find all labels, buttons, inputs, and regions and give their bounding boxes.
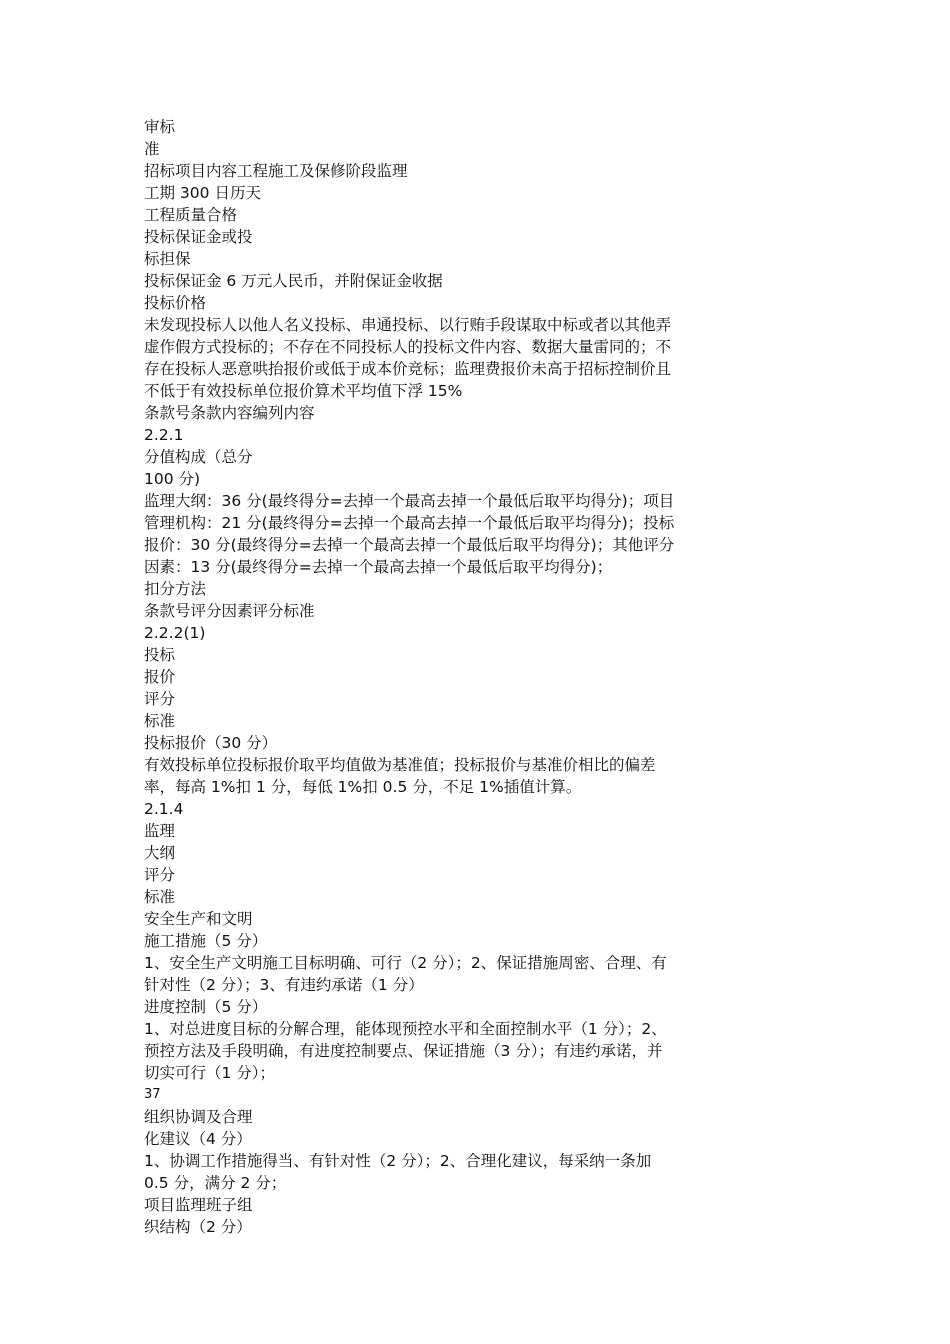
text-line: 扣分方法 [144,580,207,598]
text-line: 2.2.2(1) [144,624,206,642]
text-line: 投标报价（30 分） [144,734,278,752]
text-line: 分值构成（总分 [144,448,253,466]
text-line: 条款号条款内容编列内容 [144,404,315,422]
text-line: 未发现投标人以他人名义投标、串通投标、以行贿手段谋取中标或者以其他弄 [144,316,672,334]
text-line: 施工措施（5 分） [144,932,268,950]
text-line: 工程质量合格 [144,206,238,224]
text-line: 准 [144,140,160,158]
text-line: 审标 [144,118,176,136]
document-body [144,116,724,1238]
text-line: 预控方法及手段明确，有进度控制要点、保证措施（3 分）；有违约承诺，并 [144,1042,663,1060]
text-line: 报价：30 分(最终得分=去掉一个最高去掉一个最低后取平均得分)；其他评分 [144,536,675,554]
page-number: 37 [144,1087,161,1102]
text-line: 因素：13 分(最终得分=去掉一个最高去掉一个最低后取平均得分)； [144,558,613,576]
text-line: 标担保 [144,250,191,268]
text-line: 投标价格 [144,294,207,312]
text-line: 2.1.4 [144,800,184,818]
text-line: 1、安全生产文明施工目标明确、可行（2 分）；2、保证措施周密、合理、有 [144,954,667,972]
text-line: 监理大纲：36 分(最终得分=去掉一个最高去掉一个最低后取平均得分)；项目 [144,492,675,510]
text-line: 条款号评分因素评分标准 [144,602,315,620]
text-line: 标准 [144,712,176,730]
text-line: 化建议（4 分） [144,1130,252,1148]
text-line: 标准 [144,888,176,906]
text-line: 2.2.1 [144,426,184,444]
text-line: 1、对总进度目标的分解合理，能体现预控水平和全面控制水平（1 分）；2、 [144,1020,667,1038]
text-line: 组织协调及合理 [144,1108,253,1126]
text-line: 报价 [144,668,176,686]
text-line: 投标 [144,646,176,664]
text-line: 有效投标单位投标报价取平均值做为基准值；投标报价与基准价相比的偏差 [144,756,656,774]
text-line: 率，每高 1%扣 1 分，每低 1%扣 0.5 分，不足 1%插值计算。 [144,778,582,796]
text-line: 投标保证金 6 万元人民币，并附保证金收据 [144,272,443,290]
text-line: 项目监理班子组 [144,1196,253,1214]
text-line: 100 分) [144,470,201,488]
text-line: 针对性（2 分）；3、有违约承诺（1 分） [144,976,424,994]
text-line: 评分 [144,866,176,884]
text-line: 投标保证金或投 [144,228,253,246]
text-line: 0.5 分，满分 2 分； [144,1174,287,1192]
text-line: 织结构（2 分） [144,1218,252,1236]
text-line: 存在投标人恶意哄抬报价或低于成本价竞标；监理费报价未高于招标控制价且 [144,360,672,378]
text-line: 1、协调工作措施得当、有针对性（2 分）；2、合理化建议，每采纳一条加 [144,1152,652,1170]
text-line: 工期 300 日历天 [144,184,261,202]
text-line: 不低于有效投标单位报价算术平均值下浮 15% [144,382,463,400]
text-line: 评分 [144,690,176,708]
text-line: 招标项目内容工程施工及保修阶段监理 [144,162,408,180]
text-line: 进度控制（5 分） [144,998,268,1016]
text-line: 切实可行（1 分）； [144,1064,276,1082]
text-line: 管理机构：21 分(最终得分=去掉一个最高去掉一个最低后取平均得分)；投标 [144,514,675,532]
text-line: 监理 [144,822,176,840]
text-line: 大纲 [144,844,176,862]
text-line: 虚作假方式投标的；不存在不同投标人的投标文件内容、数据大量雷同的；不 [144,338,672,356]
text-line: 安全生产和文明 [144,910,253,928]
